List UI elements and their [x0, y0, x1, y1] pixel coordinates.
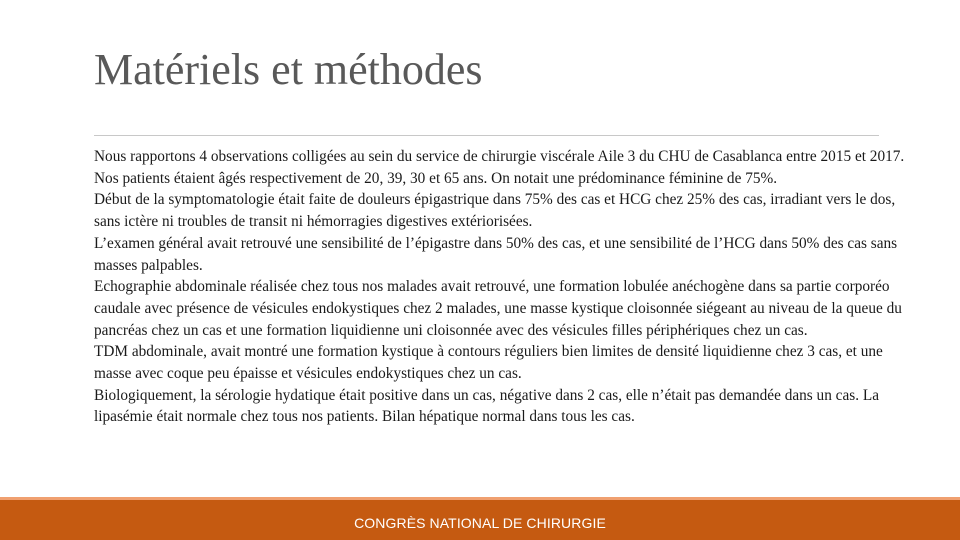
title-divider: [94, 135, 879, 136]
paragraph-general-exam: L’examen général avait retrouvé une sensibilité de l’épigastre dans 50% des cas, et une sensibilité de l’HCG dans 50% des cas sans masses palpables.: [94, 234, 898, 274]
paragraph-symptomatology: Début de la symptomatologie était faite de douleurs épigastrique dans 75% des cas et HCG chez 25% des cas, irradiant vers le dos, sans ictère ni troubles de transit ni hémorragies digestives extériorisées.: [94, 191, 896, 231]
paragraph-observations: Nous rapportons 4 observations colligées au sein du service de chirurgie viscérale Aile 3 du CHU de Casablanca entre 2015 et 2017.: [94, 148, 905, 165]
paragraph-patients-age: Nos patients étaient âgés respectivement de 20, 39, 30 et 65 ans. On notait une prédominance féminine de 75%.: [94, 169, 778, 187]
slide-body: [94, 146, 909, 428]
paragraph-ct-scan: TDM abdominale, avait montré une formation kystique à contours réguliers bien limites de densité liquidienne chez 3 cas, et une masse avec coque peu épaisse et vésicules endokystiques chez un cas.: [94, 343, 883, 383]
footer-label: CONGRÈS NATIONAL DE CHIRURGIE: [354, 515, 606, 531]
slide-title: Matériels et méthodes: [94, 45, 483, 94]
paragraph-biology: Biologiquement, la sérologie hydatique était positive dans un cas, négative dans 2 cas, elle n’était pas demandée dans un cas. La lipasémie était normale chez tous nos patients. Bilan hépatique normal dans tous les cas.: [94, 386, 879, 426]
paragraph-echography: Echographie abdominale réalisée chez tous nos malades avait retrouvé, une formation lobulée anéchogène dans sa partie corporéo caudale avec présence de vésicules endokystiques chez 2 malades, une masse kystique cloisonnée siégeant au niveau de la queue du pancréas chez un cas et une formation liquidienne uni cloisonnée avec des vésicules filles périphériques chez un cas.: [94, 278, 902, 339]
